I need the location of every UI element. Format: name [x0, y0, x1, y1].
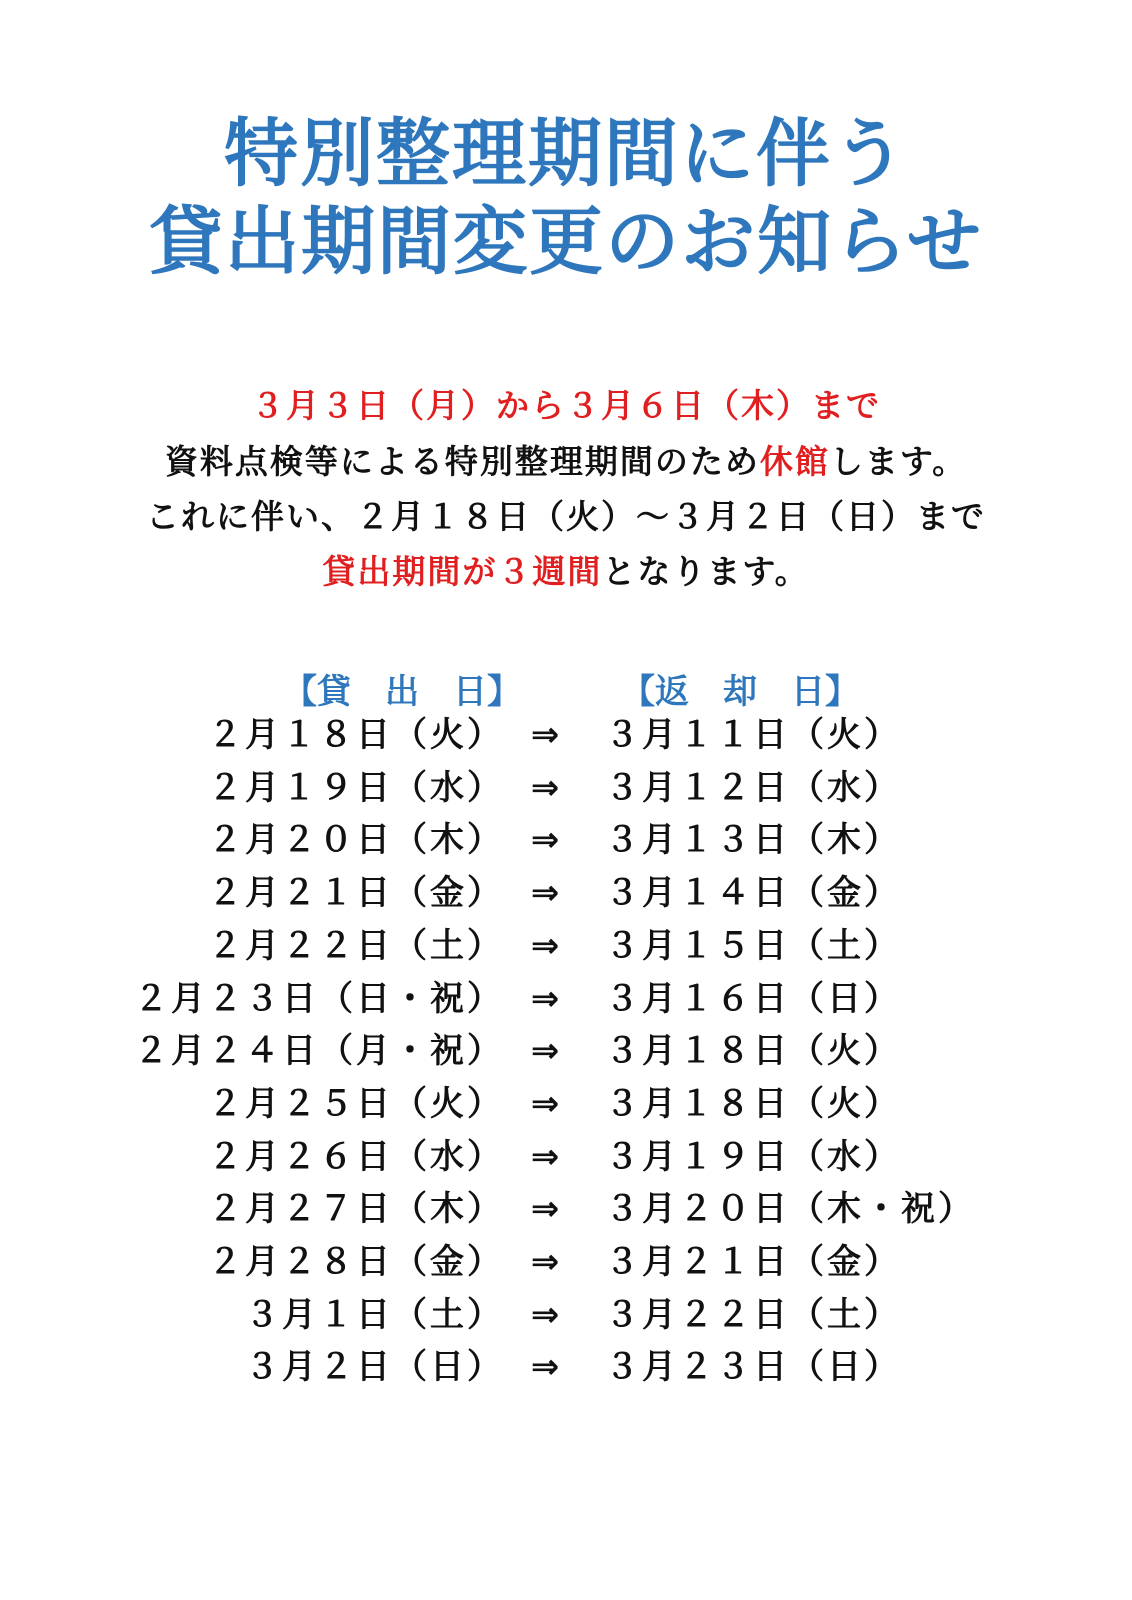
schedule-row — [0, 1131, 1132, 1183]
schedule-row — [0, 709, 1132, 761]
lending-date: ２月２４日（月・祝） — [134, 1031, 504, 1072]
return-date-header: 【返 却 日】 — [621, 672, 859, 712]
schedule-row — [0, 867, 1132, 919]
arrow-icon: ⇒ — [530, 1347, 560, 1388]
schedule-row — [0, 973, 1132, 1025]
closure-reason-text — [0, 440, 1132, 484]
arrow-icon: ⇒ — [530, 1136, 560, 1177]
closure-period-text: ３月３日（月）から３月６日（木）まで — [251, 386, 881, 425]
affected-period-text: これに伴い、２月１８日（火）～３月２日（日）まで — [146, 497, 986, 536]
schedule-row — [0, 1078, 1132, 1130]
return-date: ３月２３日（日） — [605, 1347, 901, 1388]
loan-period-tail: となります。 — [602, 552, 810, 591]
schedule-row — [0, 814, 1132, 866]
lending-date: ２月２２日（土） — [208, 925, 504, 966]
arrow-icon: ⇒ — [530, 715, 560, 755]
arrow-icon: ⇒ — [530, 978, 560, 1019]
lending-date-header: 【貸 出 日】 — [283, 672, 521, 712]
return-date: ３月１９日（水） — [605, 1136, 901, 1177]
closure-reason-lead: 資料点検等による特別整理期間のため — [164, 442, 760, 481]
return-date: ３月１５日（土） — [605, 925, 901, 966]
loan-period-text — [0, 550, 1132, 594]
return-date: ３月１４日（金） — [605, 873, 901, 914]
schedule-row — [0, 1289, 1132, 1341]
arrow-icon: ⇒ — [530, 1031, 560, 1072]
arrow-icon: ⇒ — [530, 1189, 560, 1230]
return-date: ３月１３日（木） — [605, 820, 901, 861]
lending-date: ２月２３日（日・祝） — [134, 978, 504, 1019]
arrow-icon: ⇒ — [530, 925, 560, 966]
schedule-row — [0, 1341, 1132, 1393]
lending-date: ２月１８日（火） — [208, 715, 504, 755]
schedule-row — [0, 1236, 1132, 1288]
arrow-icon: ⇒ — [530, 1083, 560, 1124]
schedule-row — [0, 1183, 1132, 1235]
arrow-icon: ⇒ — [530, 1242, 560, 1282]
loan-period-keyword: 貸出期間が３週間 — [322, 552, 603, 591]
lending-date: ２月２６日（水） — [208, 1136, 504, 1177]
return-date: ３月１２日（水） — [605, 767, 901, 808]
closure-reason-tail: します。 — [829, 442, 968, 481]
lending-date: ２月２５日（火） — [208, 1083, 504, 1124]
arrow-icon: ⇒ — [530, 873, 560, 914]
lending-date: ３月１日（土） — [245, 1294, 504, 1335]
return-date: ３月１８日（火） — [605, 1083, 901, 1124]
lending-date: ２月２１日（金） — [208, 873, 504, 914]
notice-title-line-2: 貸出期間変更のお知らせ — [149, 199, 983, 285]
lending-date: ３月２日（日） — [245, 1347, 504, 1388]
arrow-icon: ⇒ — [530, 1294, 560, 1335]
arrow-icon: ⇒ — [530, 820, 560, 861]
lending-date: ２月２８日（金） — [208, 1242, 504, 1282]
lending-date: ２月１９日（水） — [208, 767, 504, 808]
closure-keyword: 休館 — [759, 442, 830, 481]
schedule-row — [0, 920, 1132, 972]
arrow-icon: ⇒ — [530, 767, 560, 808]
return-date: ３月２２日（土） — [605, 1294, 901, 1335]
return-date: ３月２０日（木・祝） — [605, 1189, 975, 1230]
lending-date: ２月２０日（木） — [208, 820, 504, 861]
notice-title-line-1: 特別整理期間に伴う — [224, 111, 908, 197]
return-date: ３月２１日（金） — [605, 1242, 901, 1282]
lending-date: ２月２７日（木） — [208, 1189, 504, 1230]
return-date: ３月１１日（火） — [605, 715, 901, 755]
schedule-row — [0, 1025, 1132, 1077]
return-date: ３月１８日（火） — [605, 1031, 901, 1072]
return-date: ３月１６日（日） — [605, 978, 901, 1019]
schedule-row — [0, 762, 1132, 814]
